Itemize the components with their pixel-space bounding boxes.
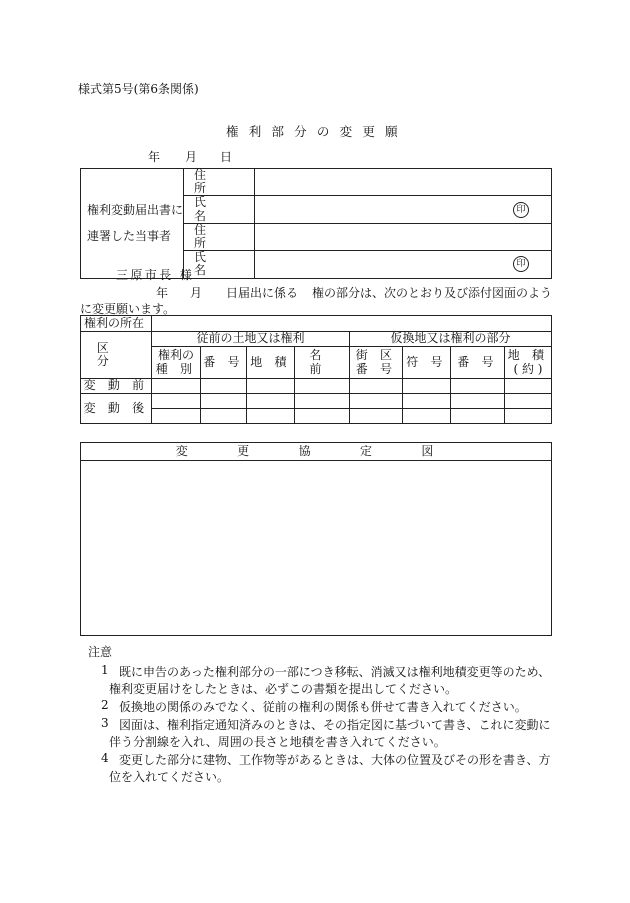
- note-4-line1: 変更した部分に建物、工作物等があるときは、大体の位置及びその形を書き、方: [119, 753, 551, 767]
- table-cell[interactable]: [201, 394, 247, 409]
- party1-address-field[interactable]: [255, 169, 552, 196]
- note-4-number: 4: [101, 751, 109, 765]
- note-4-line2: 位を入れてください。: [109, 770, 230, 784]
- party2-address-field[interactable]: [255, 223, 552, 250]
- table-cell[interactable]: [505, 379, 552, 394]
- form-title: 権 利 部 分 の 変 更 願: [226, 124, 401, 139]
- division-label: 区 分: [81, 332, 152, 379]
- col-block-line2: 番 号: [355, 361, 397, 376]
- table-cell[interactable]: [295, 379, 350, 394]
- col-kind-line2: 種 別: [155, 361, 197, 376]
- body-rest-text: 権の部分は、次のとおり及び添付図面のよう: [312, 286, 553, 300]
- location-label: 権利の所在: [81, 316, 152, 332]
- table-cell[interactable]: [350, 394, 403, 409]
- diagram-title-bar: [81, 443, 551, 461]
- body-month-label: 月: [190, 286, 203, 300]
- seal-mark: 印: [513, 256, 529, 272]
- table-cell[interactable]: [152, 394, 201, 409]
- diagram-drawing-area[interactable]: [81, 461, 551, 635]
- date-month-label: 月: [185, 150, 198, 164]
- table-cell[interactable]: [247, 379, 295, 394]
- table-cell[interactable]: [247, 409, 295, 424]
- table-cell[interactable]: [350, 409, 403, 424]
- date-year-label: 年: [148, 150, 161, 164]
- parties-label-line2: 連署した当事者: [87, 229, 172, 244]
- note-2-number: 2: [101, 698, 109, 712]
- note-3-number: 3: [101, 716, 109, 730]
- note-3-line1: 図面は、権利指定通知済みのときは、その指定図に基づいて書き、これに変動に: [119, 718, 551, 732]
- table-cell[interactable]: [403, 379, 451, 394]
- addressee: 三原市長 様: [116, 268, 195, 282]
- body-line2: に変更願います。: [80, 302, 176, 316]
- party2-name-label: 氏 名: [184, 251, 255, 278]
- diagram-title: 変 更 協 定 図: [175, 444, 457, 458]
- table-cell[interactable]: [350, 379, 403, 394]
- party1-address-label: 住 所: [184, 169, 255, 196]
- parties-table: [80, 168, 552, 279]
- table-cell[interactable]: [505, 409, 552, 424]
- group-before-header: 従前の土地又は権利: [152, 332, 350, 347]
- col-block-line1: 街 区: [355, 348, 397, 363]
- col-kind-line1: 権利の: [157, 348, 194, 363]
- col-number-header: 番 号: [201, 347, 247, 379]
- table-cell[interactable]: [451, 409, 505, 424]
- seal-mark: 印: [513, 202, 529, 218]
- table-cell[interactable]: [505, 394, 552, 409]
- table-cell[interactable]: [152, 379, 201, 394]
- notes-heading: 注意: [88, 645, 113, 659]
- group-after-header: 仮換地又は権利の部分: [350, 332, 552, 347]
- table-cell[interactable]: [451, 394, 505, 409]
- note-1-line2: 権利変更届けをしたときは、必ずこの書類を提出してください。: [109, 682, 458, 696]
- date-day-label: 日: [220, 150, 233, 164]
- table-cell[interactable]: [295, 394, 350, 409]
- col-kind-header: [152, 347, 201, 379]
- col-number2-header: 番 号: [451, 347, 505, 379]
- table-cell[interactable]: [403, 409, 451, 424]
- party1-name-label: 氏 名: [184, 196, 255, 223]
- rights-table: [80, 315, 552, 424]
- table-cell[interactable]: [201, 409, 247, 424]
- note-1-line1: 既に申告のあった権利部分の一部につき移転、消滅又は権利地積変更等のため、: [119, 665, 551, 679]
- table-cell[interactable]: [451, 379, 505, 394]
- col-block-header: [350, 347, 403, 379]
- col-area2-line1: 地 積: [507, 348, 549, 363]
- table-cell[interactable]: [247, 394, 295, 409]
- form-number: 様式第5号(第6条関係): [78, 82, 199, 96]
- parties-label-cell: [81, 169, 184, 279]
- party2-name-field[interactable]: [255, 251, 552, 278]
- body-year-label: 年: [156, 286, 169, 300]
- row-after-label: 変 動 後: [81, 394, 152, 424]
- parties-label-line1: 権利変動届出書に: [87, 203, 184, 218]
- note-1-number: 1: [101, 663, 109, 677]
- col-sign-header: 符 号: [403, 347, 451, 379]
- table-cell[interactable]: [295, 409, 350, 424]
- table-cell[interactable]: [201, 379, 247, 394]
- body-day-text: 日届出に係る: [226, 286, 299, 300]
- note-3-line2: 伴う分割線を入れ、周囲の長さと地積を書き入れてください。: [109, 735, 446, 749]
- location-field[interactable]: [152, 316, 552, 332]
- col-area2-header: [505, 347, 552, 379]
- col-area-header: 地 積: [247, 347, 295, 379]
- col-area2-line2: ( 約 ): [513, 361, 543, 376]
- diagram-box: [80, 442, 552, 636]
- table-cell[interactable]: [403, 394, 451, 409]
- row-before-label: 変 動 前: [81, 379, 152, 394]
- table-cell[interactable]: [152, 409, 201, 424]
- note-2-line1: 仮換地の関係のみでなく、従前の権利の関係も併せて書き入れてください。: [119, 700, 527, 714]
- col-name-header: 名 前: [295, 347, 350, 379]
- party2-address-label: 住 所: [184, 223, 255, 250]
- party1-name-field[interactable]: [255, 196, 552, 223]
